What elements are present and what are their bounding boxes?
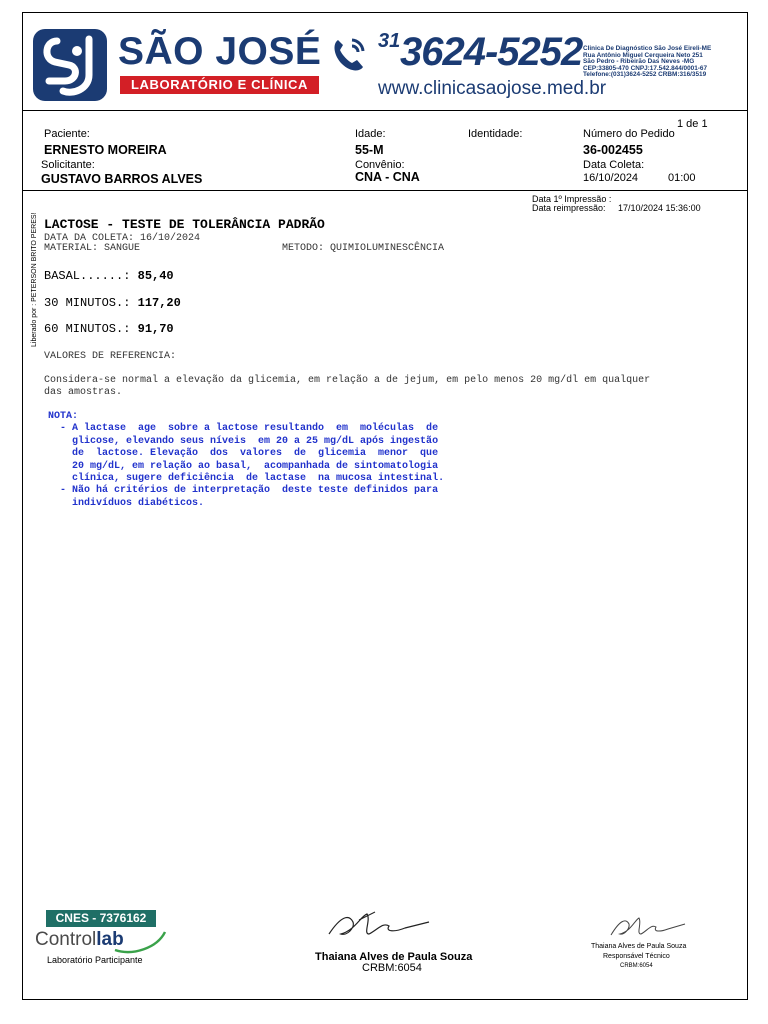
insurance-value: CNA - CNA (355, 170, 420, 184)
note-title: NOTA: (48, 411, 79, 422)
controllab-text-emphasis: lab (96, 929, 124, 950)
patient-divider (22, 190, 748, 191)
note-line: clínica, sugere deficiência de lactase na mucosa intestinal. (48, 473, 445, 485)
note-line: glicose, elevando seus níveis em 20 a 25 mg/dL após ingestão (48, 435, 439, 447)
collection-date: 16/10/2024 (583, 172, 639, 184)
result-label: BASAL......: (44, 269, 131, 283)
material-line: MATERIAL: SANGUE (44, 243, 141, 254)
signature-image (608, 913, 688, 946)
result-row (44, 296, 181, 310)
clinic-info-line: Telefone:(031)3624-5252 CRBM:316/3519 (583, 71, 707, 79)
header-divider (22, 110, 748, 111)
signatory-crbm: CRBM:6054 (362, 962, 422, 974)
controllab-text: Control (35, 929, 97, 950)
technical-responsible-name: Thaiana Alves de Paula Souza (591, 943, 687, 950)
clinic-info-line: CEP:33805-470 CNPJ:17.542.844/0001-67 (583, 64, 707, 72)
clinic-info-line: Rua Antônio Miguel Cerqueira Neto 251 (583, 51, 703, 59)
reference-text: das amostras. (44, 387, 123, 398)
released-by-note: Liberado por : PETERSON BRITO PERES! (31, 212, 38, 347)
order-label: Número do Pedido (583, 128, 675, 140)
technical-responsible-crbm: CRBM:6054 (620, 963, 653, 969)
phone-number: 3624-5252 (400, 30, 583, 74)
reference-text: Considera-se normal a elevação da glicemia, em relação a de jejum, em pelo menos 20 mg/dl em qualquer (44, 375, 651, 386)
page-counter: 1 de 1 (677, 118, 708, 130)
signatory-name: Thaiana Alves de Paula Souza (315, 951, 473, 963)
note-line: 20 mg/dL, em relação ao basal, acompanhada de sintomatologia (48, 460, 439, 472)
note-block (48, 411, 444, 510)
phone-ddd: 31 (378, 30, 401, 52)
result-row (44, 269, 174, 283)
reprint-label: Data reimpressão: (532, 203, 606, 213)
logo-name: SÃO JOSÉ (118, 30, 322, 73)
reprint-value: 17/10/2024 15:36:00 (618, 203, 701, 213)
collection-date-line: DATA DA COLETA: 16/10/2024 (44, 233, 201, 244)
participant-label: Laboratório Participante (47, 955, 143, 965)
age-value: 55-M (355, 143, 384, 157)
identity-label: Identidade: (468, 128, 523, 140)
note-line: - A lactase age sobre a lactose resultando em moléculas de (48, 423, 439, 435)
clinic-info-line: Clinica De Diagnóstico São José Eireli-ME (583, 45, 712, 52)
technical-responsible-role: Responsável Técnico (603, 953, 670, 960)
patient-label: Paciente: (44, 128, 90, 140)
age-label: Idade: (355, 128, 386, 140)
result-row (44, 322, 174, 336)
collection-time: 01:00 (668, 172, 696, 184)
logo-emblem (33, 29, 107, 101)
note-line: indivíduos diabéticos. (48, 497, 205, 509)
clinic-info-line: São Pedro - Ribeirão Das Neves -MG (583, 58, 695, 66)
phone-icon (328, 34, 368, 79)
insurance-label: Convênio: (355, 159, 405, 171)
order-number: 36-002455 (583, 143, 643, 157)
first-print-label: Data 1º Impressão : (532, 194, 612, 204)
result-label: 30 MINUTOS.: (44, 296, 131, 310)
result-label: 60 MINUTOS.: (44, 322, 131, 336)
exam-title: LACTOSE - TESTE DE TOLERÂNCIA PADRÃO (44, 217, 325, 232)
signature-image (325, 908, 435, 949)
controllab-logo (35, 929, 124, 951)
requester-name: GUSTAVO BARROS ALVES (41, 172, 203, 186)
requester-label: Solicitante: (41, 159, 95, 171)
cnes-badge: CNES - 7376162 (46, 910, 156, 927)
result-value: 85,40 (137, 269, 174, 283)
patient-name: ERNESTO MOREIRA (44, 143, 167, 157)
collection-label: Data Coleta: (583, 159, 645, 171)
logo-subtitle: LABORATÓRIO E CLÍNICA (120, 76, 319, 94)
result-value: 91,70 (137, 322, 174, 336)
website[interactable]: www.clinicasaojose.med.br (378, 78, 607, 99)
clinic-info (583, 46, 711, 79)
method-line: METODO: QUIMIOLUMINESCÊNCIA (282, 243, 445, 254)
note-line: de lactose. Elevação dos valores de glicemia menor que (48, 448, 439, 460)
reference-title: VALORES DE REFERENCIA: (44, 351, 177, 362)
result-value: 117,20 (137, 296, 181, 310)
note-line: - Não há critérios de interpretação deste teste definidos para (48, 485, 439, 497)
